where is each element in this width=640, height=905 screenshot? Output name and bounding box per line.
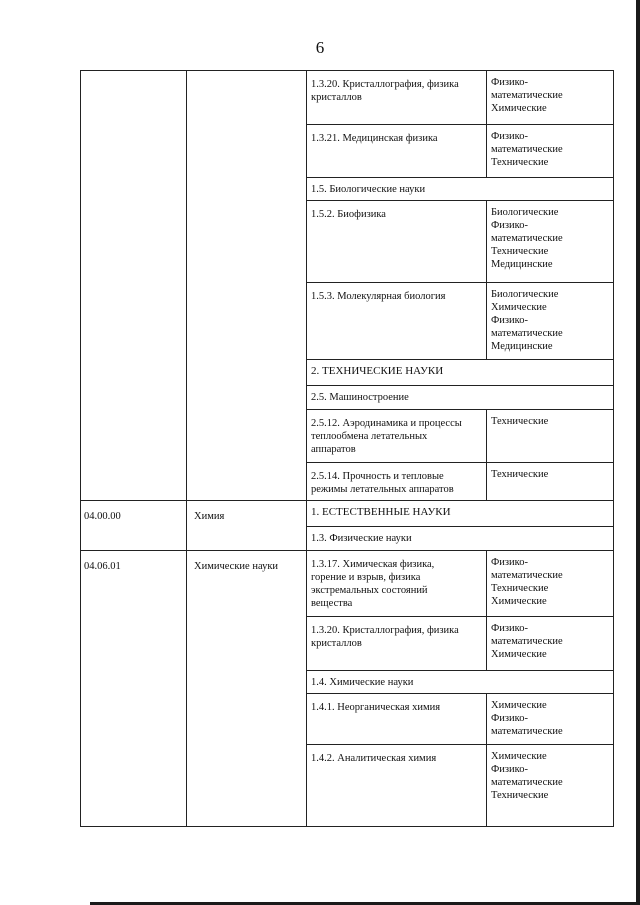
specialty-name: 1.4.1. Неорганическая химия <box>311 702 441 713</box>
specialty-name: 1.3.20. Кристаллография, физика кристаллов <box>311 625 459 649</box>
table-rule-vertical <box>486 409 487 462</box>
table-rule-vertical <box>306 70 307 826</box>
specialty-name: 1.3.20. Кристаллография, физика кристаллов <box>311 79 459 103</box>
table-rule-horizontal <box>306 282 614 283</box>
row-code: 04.06.01 <box>84 561 121 572</box>
science-branches: Технические <box>491 469 549 480</box>
section-heading: 2. ТЕХНИЧЕСКИЕ НАУКИ <box>311 365 444 377</box>
table-rule-vertical <box>486 124 487 177</box>
specialty-name: 2.5. Машиностроение <box>311 392 409 403</box>
table-rule-horizontal <box>80 500 614 501</box>
table-rule-horizontal <box>306 177 614 178</box>
table-rule-horizontal <box>306 616 614 617</box>
specialty-name: 2.5.14. Прочность и тепловые режимы летательных аппаратов <box>311 471 454 495</box>
table-rule-vertical <box>486 616 487 670</box>
table-rule-vertical <box>486 200 487 282</box>
page-number: 6 <box>315 38 325 57</box>
table-rule-horizontal <box>306 385 614 386</box>
science-branches: Химические Физико- математические <box>491 700 563 737</box>
table-rule-horizontal <box>306 409 614 410</box>
table-rule-horizontal <box>80 70 614 71</box>
specialty-name: 1.4. Химические науки <box>311 677 414 688</box>
specialty-name: 1.4.2. Аналитическая химия <box>311 753 437 764</box>
science-branches: Биологические Физико- математические Технические Медицинские <box>491 207 563 270</box>
specialty-name: 1.3.21. Медицинская физика <box>311 133 438 144</box>
science-branches: Физико- математические Химические <box>491 77 563 114</box>
table-rule-horizontal <box>80 550 614 551</box>
table-rule-vertical <box>186 70 187 826</box>
table-rule-vertical <box>486 744 487 826</box>
table-rule-vertical <box>80 70 81 826</box>
science-branches: Физико- математические Химические <box>491 623 563 660</box>
specialty-name: 1.5. Биологические науки <box>311 184 426 195</box>
table-rule-vertical <box>486 693 487 744</box>
science-branches: Технические <box>491 416 549 427</box>
table-rule-horizontal <box>306 124 614 125</box>
scan-edge-right <box>636 0 640 905</box>
science-branches: Физико- математические Технические <box>491 131 563 168</box>
specialty-name: 1.5.3. Молекулярная биология <box>311 291 446 302</box>
row-subject: Химия <box>194 511 225 522</box>
table-rule-horizontal <box>306 744 614 745</box>
row-code: 04.00.00 <box>84 511 121 522</box>
row-subject: Химические науки <box>194 561 279 572</box>
table-rule-vertical <box>486 462 487 500</box>
table-rule-vertical <box>613 70 614 826</box>
table-rule-vertical <box>486 70 487 124</box>
table-rule-horizontal <box>306 462 614 463</box>
table-rule-horizontal <box>306 200 614 201</box>
table-rule-vertical <box>486 282 487 359</box>
specialty-name: 1.5.2. Биофизика <box>311 209 386 220</box>
table-rule-vertical <box>486 550 487 616</box>
specialty-name: 1.3.17. Химическая физика, горение и взрыв, физика экстремальных состояний вещества <box>311 559 435 609</box>
science-branches: Биологические Химические Физико- математические Медицинские <box>491 289 563 352</box>
table-rule-horizontal <box>80 826 614 827</box>
science-branches: Химические Физико- математические Технические <box>491 751 563 801</box>
specialty-name: 1.3. Физические науки <box>311 533 412 544</box>
section-heading: 1. ЕСТЕСТВЕННЫЕ НАУКИ <box>311 506 451 518</box>
table-rule-horizontal <box>306 670 614 671</box>
science-branches: Физико- математические Технические Химические <box>491 557 563 607</box>
specialty-name: 2.5.12. Аэродинамика и процессы теплообмена летательных аппаратов <box>311 418 462 455</box>
table-rule-horizontal <box>306 359 614 360</box>
table-rule-horizontal <box>306 693 614 694</box>
table-rule-horizontal <box>306 526 614 527</box>
